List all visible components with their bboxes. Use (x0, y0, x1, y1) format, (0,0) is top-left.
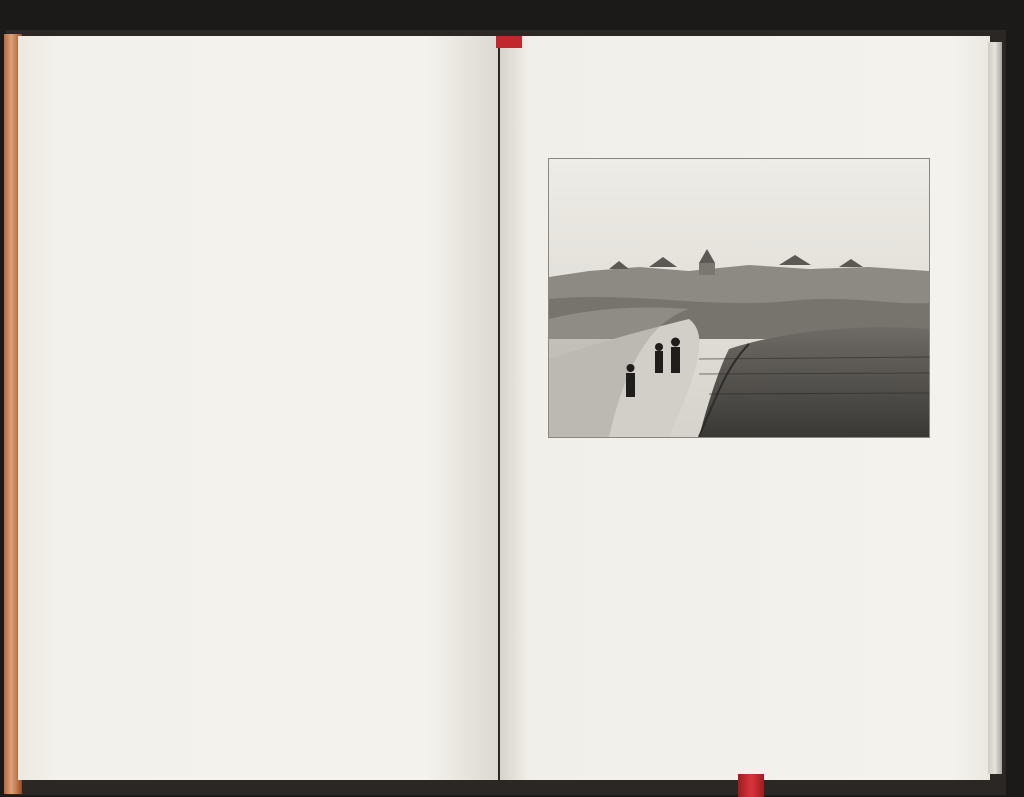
bookmark-ribbon (738, 774, 764, 797)
left-page (18, 36, 498, 780)
right-page (500, 36, 990, 780)
village-engraving (549, 159, 929, 437)
page-stack-edge (988, 42, 1002, 774)
village-illustration (548, 158, 930, 438)
bookmark-ribbon-top (496, 36, 522, 48)
